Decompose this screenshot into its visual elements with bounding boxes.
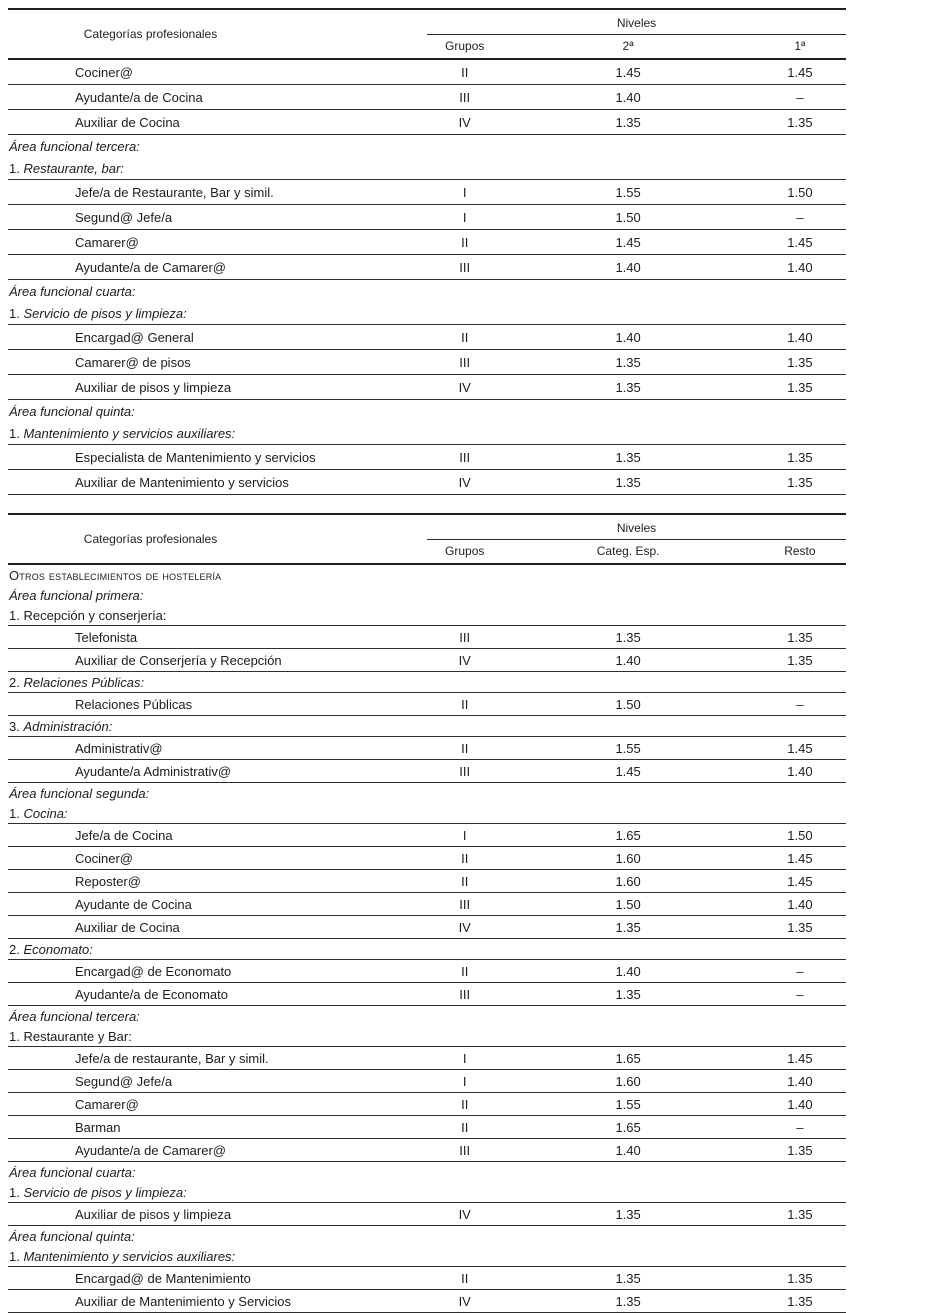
- grupo-cell: I: [427, 1047, 502, 1070]
- table-row: [8, 649, 846, 672]
- table-row: [8, 870, 846, 893]
- section-heading-row: [8, 1226, 846, 1247]
- table-row: [8, 916, 846, 939]
- grupo-cell: II: [427, 960, 502, 983]
- nivel-b-cell: 1.35: [754, 1203, 846, 1226]
- nivel-b-cell: 1.35: [754, 649, 846, 672]
- categoria-cell: Administrativ@: [8, 737, 427, 760]
- nivel-a-cell: 1.55: [502, 180, 753, 205]
- nivel-a-cell: 1.65: [502, 1047, 753, 1070]
- table-row: [8, 737, 846, 760]
- categoria-cell: Camarer@: [8, 230, 427, 255]
- nivel-b-cell: 1.35: [754, 1267, 846, 1290]
- nivel-a-cell: 1.40: [502, 85, 753, 110]
- table-row: [8, 824, 846, 847]
- categoria-cell: Especialista de Mantenimiento y servicios: [8, 445, 427, 470]
- categoria-cell: Encargad@ General: [8, 325, 427, 350]
- nivel-b-cell: 1.40: [754, 325, 846, 350]
- section-heading-row: [8, 1182, 846, 1203]
- grupo-cell: II: [427, 737, 502, 760]
- section-heading-row: [8, 1026, 846, 1047]
- section-heading-row: [8, 280, 846, 303]
- grupo-cell: I: [427, 180, 502, 205]
- nivel-b-cell: 1.35: [754, 1139, 846, 1162]
- grupo-cell: IV: [427, 1290, 502, 1313]
- grupo-cell: III: [427, 350, 502, 375]
- nivel-b-cell: 1.45: [754, 1047, 846, 1070]
- grupo-cell: IV: [427, 1203, 502, 1226]
- categoria-cell: Auxiliar de Cocina: [8, 916, 427, 939]
- categoria-cell: Jefe/a de restaurante, Bar y simil.: [8, 1047, 427, 1070]
- table-row: [8, 350, 846, 375]
- categoria-cell: Camarer@: [8, 1093, 427, 1116]
- grupo-cell: I: [427, 205, 502, 230]
- table1-body: [8, 59, 846, 495]
- categoria-cell: Cociner@: [8, 59, 427, 85]
- nivel-b-cell: 1.35: [754, 470, 846, 495]
- grupo-cell: IV: [427, 649, 502, 672]
- table-row: [8, 85, 846, 110]
- grupo-cell: III: [427, 626, 502, 649]
- table-row: [8, 960, 846, 983]
- table-row: [8, 1203, 846, 1226]
- section-heading-row: [8, 1006, 846, 1027]
- categoria-cell: Segund@ Jefe/a: [8, 205, 427, 230]
- table-row: [8, 893, 846, 916]
- table2-body: [8, 564, 846, 1313]
- nivel-b-cell: 1.45: [754, 59, 846, 85]
- nivel-a-cell: 1.35: [502, 916, 753, 939]
- section-heading: Área funcional primera:: [9, 587, 144, 603]
- nivel-b-cell: 1.45: [754, 847, 846, 870]
- section-heading: 3. Administración:: [9, 718, 113, 734]
- nivel-a-cell: 1.60: [502, 870, 753, 893]
- header-row-top: [8, 9, 846, 35]
- nivel-a-cell: 1.35: [502, 470, 753, 495]
- section-heading: 1. Servicio de pisos y limpieza:: [9, 305, 187, 321]
- header-row-top: [8, 514, 846, 540]
- grupo-cell: II: [427, 870, 502, 893]
- categoria-cell: Barman: [8, 1116, 427, 1139]
- section-heading-row: [8, 672, 846, 693]
- categoria-cell: Ayudante/a de Camarer@: [8, 1139, 427, 1162]
- table-row: [8, 1070, 846, 1093]
- nivel-a-cell: 1.65: [502, 824, 753, 847]
- header-grupos: Grupos: [427, 35, 502, 60]
- grupo-cell: III: [427, 983, 502, 1006]
- table-row: [8, 1047, 846, 1070]
- table-row: [8, 110, 846, 135]
- nivel-b-cell: –: [754, 85, 846, 110]
- nivel-a-cell: 1.40: [502, 325, 753, 350]
- nivel-b-cell: –: [754, 983, 846, 1006]
- nivel-b-cell: 1.35: [754, 375, 846, 400]
- nivel-a-cell: 1.35: [502, 110, 753, 135]
- nivel-a-cell: 1.60: [502, 1070, 753, 1093]
- categoria-cell: Encargad@ de Economato: [8, 960, 427, 983]
- nivel-b-cell: –: [754, 1116, 846, 1139]
- section-heading-row: [8, 564, 846, 585]
- section-heading-row: [8, 135, 846, 158]
- grupo-cell: I: [427, 824, 502, 847]
- grupo-cell: II: [427, 693, 502, 716]
- categoria-cell: Ayudante/a de Camarer@: [8, 255, 427, 280]
- nivel-a-cell: 1.65: [502, 1116, 753, 1139]
- grupo-cell: III: [427, 85, 502, 110]
- table1-header: [8, 9, 846, 59]
- nivel-a-cell: 1.55: [502, 1093, 753, 1116]
- grupo-cell: IV: [427, 916, 502, 939]
- nivel-a-cell: 1.35: [502, 445, 753, 470]
- nivel-a-cell: 1.50: [502, 893, 753, 916]
- nivel-a-cell: 1.60: [502, 847, 753, 870]
- nivel-b-cell: 1.40: [754, 893, 846, 916]
- categoria-cell: Camarer@ de pisos: [8, 350, 427, 375]
- table-row: [8, 375, 846, 400]
- section-heading: 1. Mantenimiento y servicios auxiliares:: [9, 425, 236, 441]
- nivel-b-cell: 1.45: [754, 737, 846, 760]
- section-heading-row: [8, 585, 846, 605]
- table-row: [8, 445, 846, 470]
- section-heading-row: [8, 803, 846, 824]
- niveles-table-hoteles: [8, 8, 846, 495]
- grupo-cell: IV: [427, 110, 502, 135]
- nivel-b-cell: 1.50: [754, 180, 846, 205]
- section-heading-row: [8, 400, 846, 423]
- section-heading: 1. Restaurante y Bar:: [9, 1028, 132, 1044]
- table-row: [8, 1267, 846, 1290]
- section-heading-row: [8, 302, 846, 325]
- categoria-cell: Jefe/a de Cocina: [8, 824, 427, 847]
- categoria-cell: Jefe/a de Restaurante, Bar y simil.: [8, 180, 427, 205]
- grupo-cell: III: [427, 760, 502, 783]
- section-heading: 1. Restaurante, bar:: [9, 160, 124, 176]
- section-heading-row: [8, 783, 846, 804]
- grupo-cell: III: [427, 1139, 502, 1162]
- nivel-a-cell: 1.35: [502, 1290, 753, 1313]
- table-row: [8, 760, 846, 783]
- niveles-table-otros-establecimientos: [8, 513, 846, 1313]
- nivel-a-cell: 1.35: [502, 350, 753, 375]
- categoria-cell: Ayudante/a de Cocina: [8, 85, 427, 110]
- categoria-cell: Auxiliar de Conserjería y Recepción: [8, 649, 427, 672]
- section-heading: Área funcional cuarta:: [9, 1164, 136, 1180]
- nivel-a-cell: 1.45: [502, 760, 753, 783]
- grupo-cell: II: [427, 1267, 502, 1290]
- section-heading: Área funcional cuarta:: [9, 283, 136, 299]
- section-heading: 1. Cocina:: [9, 805, 68, 821]
- section-heading: Área funcional quinta:: [9, 1228, 135, 1244]
- table-row: [8, 325, 846, 350]
- section-heading-row: [8, 422, 846, 445]
- section-heading: Otros establecimientos de hostelería: [9, 567, 222, 583]
- table-row: [8, 255, 846, 280]
- table-row: [8, 693, 846, 716]
- grupo-cell: II: [427, 59, 502, 85]
- nivel-b-cell: 1.45: [754, 870, 846, 893]
- grupo-cell: I: [427, 1070, 502, 1093]
- nivel-a-cell: 1.50: [502, 693, 753, 716]
- section-heading: 1. Recepción y conserjería:: [9, 607, 167, 623]
- nivel-a-cell: 1.50: [502, 205, 753, 230]
- header-categorias-profesionales: Categorías profesionales: [8, 514, 427, 564]
- section-heading: Área funcional tercera:: [9, 1008, 140, 1024]
- grupo-cell: II: [427, 325, 502, 350]
- section-heading-row: [8, 157, 846, 180]
- header-resto: Resto: [754, 540, 846, 565]
- grupo-cell: III: [427, 445, 502, 470]
- categoria-cell: Auxiliar de pisos y limpieza: [8, 1203, 427, 1226]
- categoria-cell: Auxiliar de pisos y limpieza: [8, 375, 427, 400]
- nivel-b-cell: 1.40: [754, 1093, 846, 1116]
- nivel-b-cell: –: [754, 693, 846, 716]
- categoria-cell: Auxiliar de Mantenimiento y Servicios: [8, 1290, 427, 1313]
- table-row: [8, 847, 846, 870]
- table-row: [8, 983, 846, 1006]
- nivel-b-cell: 1.50: [754, 824, 846, 847]
- nivel-a-cell: 1.40: [502, 1139, 753, 1162]
- nivel-b-cell: –: [754, 960, 846, 983]
- grupo-cell: III: [427, 893, 502, 916]
- categoria-cell: Ayudante/a Administrativ@: [8, 760, 427, 783]
- nivel-b-cell: 1.35: [754, 1290, 846, 1313]
- section-heading: Área funcional tercera:: [9, 138, 140, 154]
- categoria-cell: Telefonista: [8, 626, 427, 649]
- header-categ-esp: Categ. Esp.: [502, 540, 753, 565]
- grupo-cell: II: [427, 847, 502, 870]
- table-row: [8, 59, 846, 85]
- header-grupos: Grupos: [427, 540, 502, 565]
- table-row: [8, 1290, 846, 1313]
- header-nivel-2a: 2ª: [502, 35, 753, 60]
- grupo-cell: III: [427, 255, 502, 280]
- nivel-a-cell: 1.35: [502, 626, 753, 649]
- nivel-b-cell: –: [754, 205, 846, 230]
- nivel-b-cell: 1.40: [754, 255, 846, 280]
- section-heading: 1. Mantenimiento y servicios auxiliares:: [9, 1248, 236, 1264]
- table-row: [8, 205, 846, 230]
- categoria-cell: Ayudante/a de Economato: [8, 983, 427, 1006]
- nivel-a-cell: 1.40: [502, 649, 753, 672]
- nivel-b-cell: 1.35: [754, 110, 846, 135]
- nivel-a-cell: 1.35: [502, 375, 753, 400]
- section-heading: Área funcional quinta:: [9, 403, 135, 419]
- table-row: [8, 1116, 846, 1139]
- nivel-a-cell: 1.35: [502, 1203, 753, 1226]
- section-heading: Área funcional segunda:: [9, 785, 150, 801]
- nivel-a-cell: 1.35: [502, 983, 753, 1006]
- nivel-a-cell: 1.55: [502, 737, 753, 760]
- section-heading-row: [8, 1246, 846, 1267]
- section-heading-row: [8, 605, 846, 626]
- section-heading-row: [8, 716, 846, 737]
- header-niveles: Niveles: [427, 9, 846, 35]
- categoria-cell: Encargad@ de Mantenimiento: [8, 1267, 427, 1290]
- header-niveles: Niveles: [427, 514, 846, 540]
- nivel-a-cell: 1.45: [502, 59, 753, 85]
- categoria-cell: Cociner@: [8, 847, 427, 870]
- table-row: [8, 230, 846, 255]
- section-heading: 1. Servicio de pisos y limpieza:: [9, 1184, 187, 1200]
- categoria-cell: Relaciones Públicas: [8, 693, 427, 716]
- nivel-b-cell: 1.35: [754, 916, 846, 939]
- grupo-cell: II: [427, 230, 502, 255]
- nivel-a-cell: 1.35: [502, 1267, 753, 1290]
- nivel-b-cell: 1.35: [754, 350, 846, 375]
- categoria-cell: Auxiliar de Cocina: [8, 110, 427, 135]
- table-row: [8, 180, 846, 205]
- table2-header: [8, 514, 846, 564]
- table-row: [8, 1139, 846, 1162]
- header-categorias-profesionales: Categorías profesionales: [8, 9, 427, 59]
- table-row: [8, 1093, 846, 1116]
- categoria-cell: Auxiliar de Mantenimiento y servicios: [8, 470, 427, 495]
- section-heading-row: [8, 1162, 846, 1183]
- nivel-b-cell: 1.35: [754, 445, 846, 470]
- grupo-cell: IV: [427, 470, 502, 495]
- nivel-b-cell: 1.40: [754, 1070, 846, 1093]
- grupo-cell: II: [427, 1093, 502, 1116]
- section-heading: 2. Relaciones Públicas:: [9, 674, 145, 690]
- categoria-cell: Segund@ Jefe/a: [8, 1070, 427, 1093]
- grupo-cell: II: [427, 1116, 502, 1139]
- nivel-a-cell: 1.45: [502, 230, 753, 255]
- grupo-cell: IV: [427, 375, 502, 400]
- categoria-cell: Ayudante de Cocina: [8, 893, 427, 916]
- nivel-b-cell: 1.40: [754, 760, 846, 783]
- nivel-b-cell: 1.35: [754, 626, 846, 649]
- table-row: [8, 470, 846, 495]
- nivel-a-cell: 1.40: [502, 255, 753, 280]
- section-heading-row: [8, 939, 846, 960]
- header-nivel-1a: 1ª: [754, 35, 846, 60]
- nivel-a-cell: 1.40: [502, 960, 753, 983]
- nivel-b-cell: 1.45: [754, 230, 846, 255]
- table-row: [8, 626, 846, 649]
- categoria-cell: Reposter@: [8, 870, 427, 893]
- section-heading: 2. Economato:: [9, 941, 93, 957]
